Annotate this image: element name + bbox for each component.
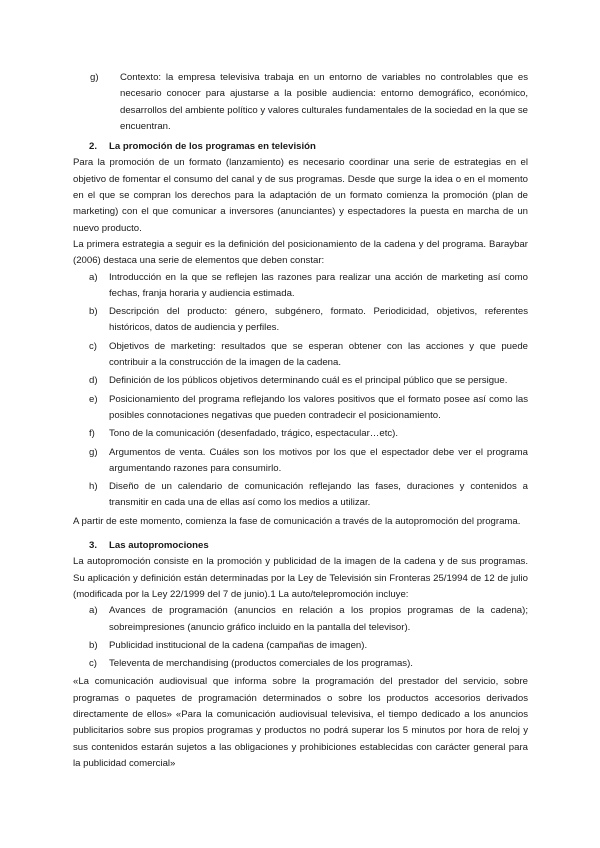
list-marker: e): [89, 393, 98, 405]
list-marker: b): [89, 306, 98, 318]
list-item: [73, 603, 528, 636]
section-heading-2: [73, 139, 528, 155]
list-marker: g): [90, 72, 99, 83]
list-item-text: Argumentos de venta. Cuáles son los motivos por los que el espectador debe ver el programa argumentando razones para consumirlo.: [109, 446, 528, 474]
list-item: [73, 304, 528, 337]
section-number: 3.: [89, 540, 98, 552]
list-item-context: [73, 70, 528, 135]
list-item-text: Publicidad institucional de la cadena (campañas de imagen).: [109, 639, 368, 651]
list-item: [73, 445, 528, 478]
list-item: [73, 270, 528, 303]
list-marker: b): [89, 639, 98, 651]
list-item-text: Posicionamiento del programa reflejando los valores positivos que el formato posee así como las posibles connotaciones negativas que pueden contradecir el posicionamiento.: [109, 393, 528, 421]
paragraph: La primera estrategia a seguir es la definición del posicionamiento de la cadena y del programa. Baraybar (2006) destaca una serie de elementos que deben constar:: [73, 238, 528, 267]
list-item: [73, 426, 528, 442]
section-title: Las autopromociones: [109, 540, 209, 552]
list-item-text: Avances de programación (anuncios en relación a los propios programas de la cadena); sobreimpresiones (anuncio gráfico incluido en la pantalla del televisor).: [109, 605, 528, 633]
list-item-text: Televenta de merchandising (productos comerciales de los programas).: [109, 658, 413, 670]
list-item: [73, 339, 528, 372]
paragraph: A partir de este momento, comienza la fase de comunicación a través de la autopromoción del programa.: [73, 515, 521, 527]
list-item-text: Introducción en la que se reflejen las razones para realizar una acción de marketing así como fechas, franja horaria y audiencia estimada.: [109, 271, 528, 299]
list-marker: d): [89, 375, 98, 387]
list-marker: f): [89, 428, 95, 440]
section-title: La promoción de los programas en televisión: [109, 141, 316, 153]
bullet-list: [73, 603, 528, 672]
list-marker: g): [89, 446, 98, 458]
section-number: 2.: [89, 141, 98, 153]
list-item-text: Contexto: la empresa televisiva trabaja en un entorno de variables no controlables que es necesario conocer para ajustarse a la posible audiencia: entorno demográfico, económico, desarrollos del ambiente político y valores culturales fundamentales de la sociedad en la que se encuentran.: [120, 72, 528, 132]
list-item: [73, 392, 528, 425]
list-item-text: Tono de la comunicación (desenfadado, trágico, espectacular…etc).: [109, 428, 399, 440]
document-page: [73, 70, 528, 772]
list-marker: c): [89, 340, 97, 352]
list-marker: a): [89, 605, 98, 617]
list-item: [73, 373, 528, 389]
list-marker: h): [89, 481, 98, 493]
bullet-list: [73, 270, 528, 512]
paragraph: La autopromoción consiste en la promoción y publicidad de la imagen de la cadena y de sus programas. Su aplicación y definición están determinadas por la Ley de Televisión sin Fronteras 25/1994 de 12 de julio (modificada por la Ley 22/1999 del 7 de junio).1 La auto/telepromoción incluye:: [73, 556, 528, 600]
list-item-text: Diseño de un calendario de comunicación reflejando las fases, duraciones y contenidos a transmitir en cada una de ellas así como los medios a utilizar.: [109, 481, 528, 509]
list-item-text: Definición de los públicos objetivos determinando cuál es el principal público que se persigue.: [109, 375, 508, 387]
list-marker: a): [89, 271, 98, 283]
section-heading-3: [73, 538, 528, 554]
list-item-text: Objetivos de marketing: resultados que se esperan obtener con las acciones y que puede contribuir a la construcción de la imagen de la cadena.: [109, 340, 528, 369]
paragraph: Para la promoción de un formato (lanzamiento) es necesario coordinar una serie de estrategias en el objetivo de fomentar el consumo del canal y de sus programas. Desde que surge la idea o en el momento en el que se compran los derechos para la adaptación de un formato comienza la promoción (plan de marketing) con el que comunicar a inversores (anunciantes) y espectadores la puesta en marcha de un nuevo producto.: [73, 157, 528, 234]
list-marker: c): [89, 658, 97, 670]
list-item: [73, 656, 528, 672]
quote-paragraph: «La comunicación audiovisual que informa sobre la programación del prestador del servicio, sobre programas o paquetes de programación determinados o sobre los productos accesorios derivados directamente de ellos» «Para la comunicación audiovisual televisiva, el tiempo dedicado a los anuncios publicitarios sobre sus propios programas y productos no podrá superar los 5 minutos por hora de reloj y sus contenidos estarán sujetos a las obligaciones y prohibiciones establecidas con carácter general para la publicidad comercial»: [73, 676, 528, 769]
list-item-text: Descripción del producto: género, subgénero, formato. Periodicidad, objetivos, referentes históricos, datos de audiencia y perfiles.: [109, 306, 528, 334]
list-item: [73, 479, 528, 512]
list-item: [73, 638, 528, 654]
